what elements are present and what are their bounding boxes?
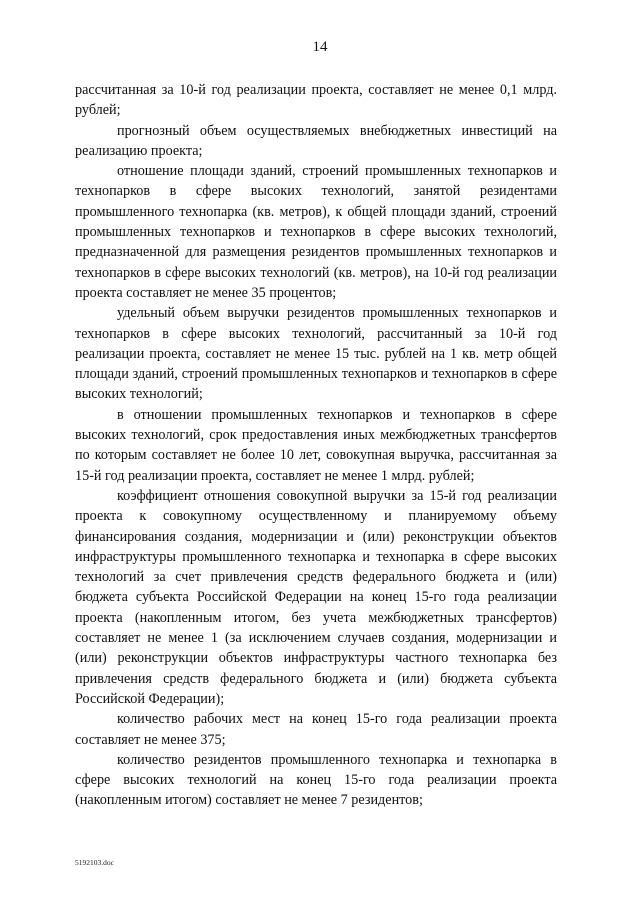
- document-body: [75, 80, 557, 811]
- paragraph-jobs-count: количество рабочих мест на конец 15-го года реализации проекта составляет не менее 375;: [75, 711, 557, 748]
- paragraph-investment-volume: прогнозный объем осуществляемых внебюджетных инвестиций на реализацию проекта;: [75, 122, 557, 159]
- page-number: 14: [312, 39, 328, 55]
- paragraph-residents-count: количество резидентов промышленного технопарка и технопарка в сфере высоких технологий на конец 15-го года реализации проекта (накопленным итогом) составляет не менее 7 резидентов;: [75, 751, 557, 809]
- file-name-footer: 5192103.doc: [75, 858, 114, 867]
- paragraph-continuation: рассчитанная за 10-й год реализации проекта, составляет не менее 0,1 млрд. рублей;: [75, 82, 557, 119]
- paragraph-revenue-per-meter: удельный объем выручки резидентов промышленных технопарков и технопарков в сфере высоких технологий, рассчитанный за 10-й год реализации проекта, составляет не менее 15 тыс. рублей на 1 кв. метр общей площади зданий, строений промышленных технопарков и технопарков в сфере высоких технологий;: [75, 305, 557, 403]
- paragraph-revenue-coefficient: коэффициент отношения совокупной выручки за 15-й год реализации проекта к совокупному осуществленному и планируемому объему финансирования создания, модернизации и (или) реконструкции объектов инфраструктуры промышленного технопарка и технопарка в сфере высоких технологий за счет привлечения средств федерального бюджета и (или) бюджета субъекта Российской Федерации на конец 15-го года реализации проекта (накопленным итогом, без учета межбюджетных трансфертов) составляет не менее 1 (за исключением случаев создания, модернизации и (или) реконструкции объектов инфраструктуры частного технопарка без привлечения средств федерального бюджета и (или) бюджета субъекта Российской Федерации);: [75, 487, 557, 707]
- paragraph-total-revenue: в отношении промышленных технопарков и технопарков в сфере высоких технологий, срок предоставления иных межбюджетных трансфертов по которым составляет не более 10 лет, совокупная выручка, рассчитанная за 15-й год реализации проекта, составляет не менее 1 млрд. рублей;: [75, 406, 557, 484]
- paragraph-area-ratio: отношение площади зданий, строений промышленных технопарков и технопарков в сфере высоких технологий, занятой резидентами промышленного технопарка (кв. метров), к общей площади зданий, строений промышленных технопарков и технопарков в сфере высоких технологий, предназначенной для размещения резидентов промышленных технопарков и технопарков в сфере высоких технологий (кв. метров), на 10-й год реализации проекта составляет не менее 35 процентов;: [75, 163, 557, 301]
